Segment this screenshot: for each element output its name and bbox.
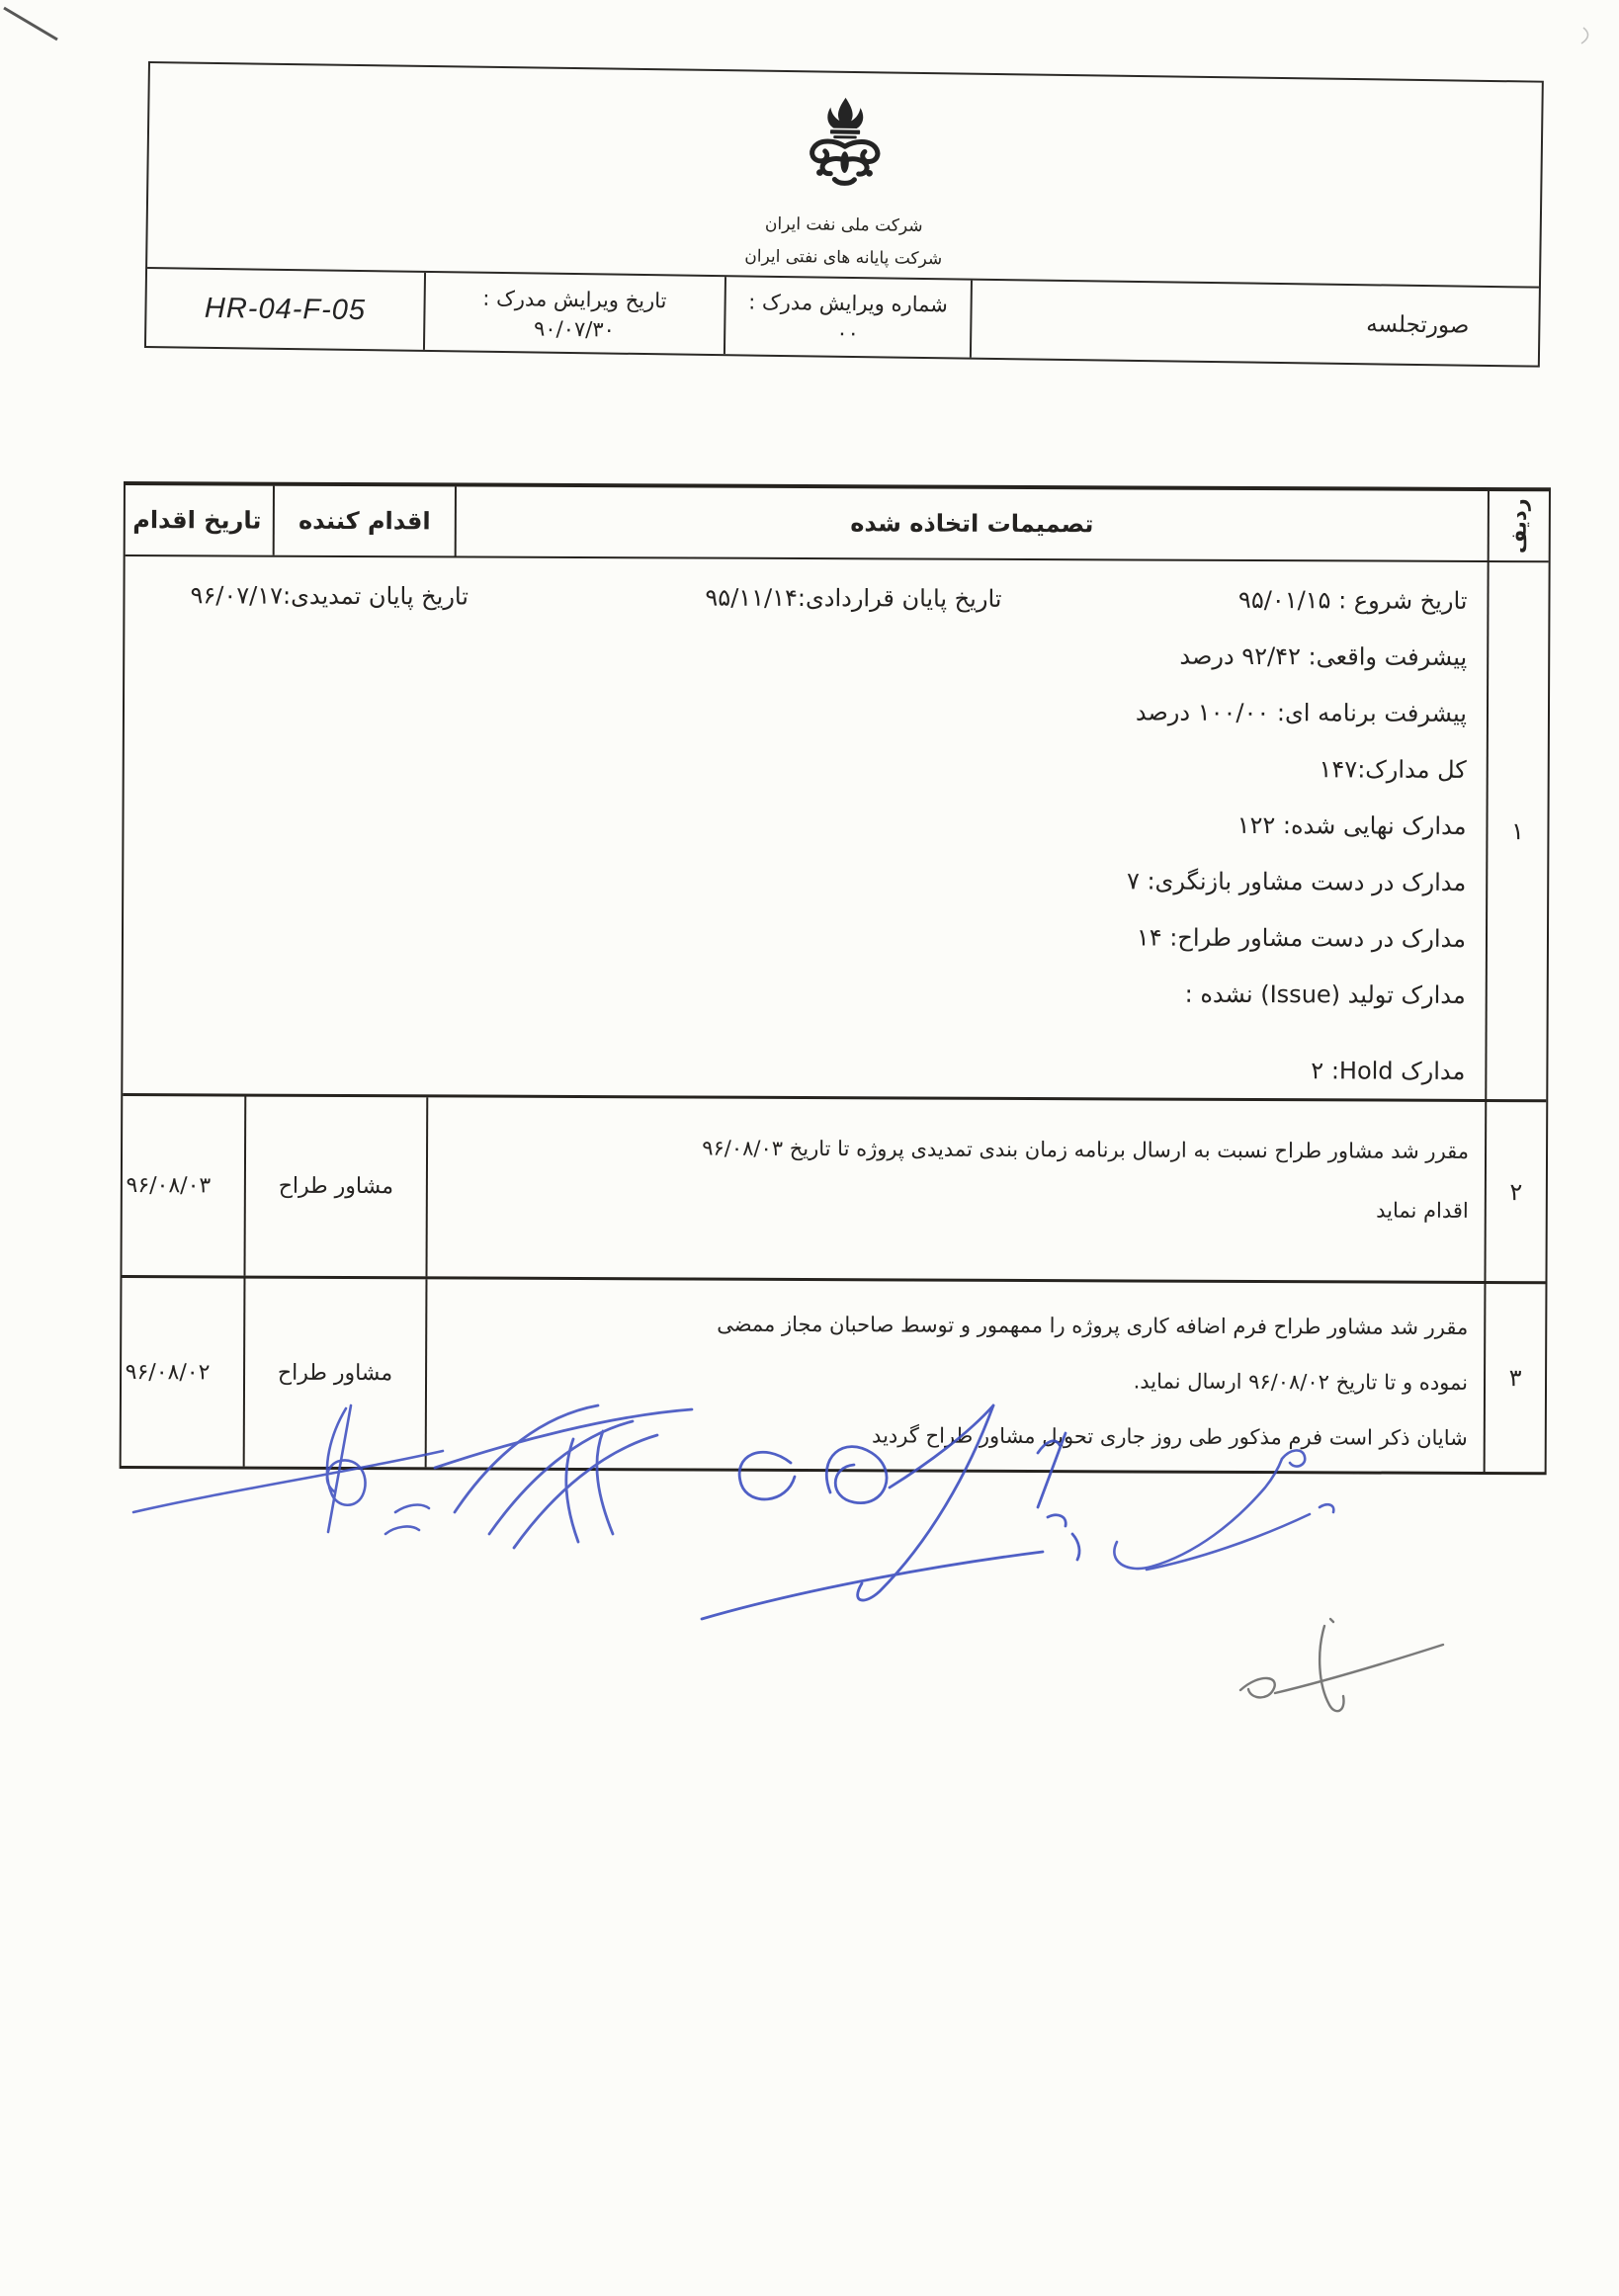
row-2-decisions-cell [425,1097,1485,1281]
header-box [144,61,1544,368]
table-header-row [126,485,1549,560]
row-3-line: مقرر شد مشاور طراح فرم اضافه کاری پروژه را ممهمور و توسط صاحبان مجاز ممضی [717,1312,1469,1339]
row-2-line: مقرر شد مشاور طراح نسبت به ارسال برنامه زمان بندی تمدیدی پروژه تا تاریخ ۹۶/۰۸/۰۳ [702,1136,1470,1163]
row-3-action-date: ۹۶/۰۸/۰۲ [125,1359,211,1385]
row-1-line: مدارک تولید (Issue) نشده : [1184,979,1466,1009]
revision-date-cell [423,273,724,354]
row-1-dates-line [103,566,1467,629]
row-2-actor: مشاور طراح [278,1173,394,1200]
row-1-line: پیشرفت واقعی: ۹۲/۴۲ درصد [1179,641,1468,671]
header-actor: اقدام کننده [273,486,455,556]
table-row-1 [123,554,1548,1099]
row-3-number: ۳ [1508,1364,1522,1393]
project-start-date: تاریخ شروع : ۹۵/۰۱/۱۵ [1237,585,1468,615]
header-row-number [1488,491,1549,560]
row-2-date-cell [92,1096,244,1276]
row-3-actor: مشاور طراح [277,1360,393,1386]
row-1-number: ۱ [1510,816,1524,845]
header-decisions: تصمیمات اتخاذه شده [455,486,1488,560]
row-3-line: نموده و تا تاریخ ۹۶/۰۸/۰۲ ارسال نماید. [1133,1369,1469,1395]
row-3-number-cell [1484,1284,1546,1472]
doc-title: صورتجلسه [1365,311,1470,339]
revision-date-label: تاریخ ویرایش مدرک : [482,286,667,313]
extended-end-date: تاریخ پایان تمدیدی:۹۶/۰۷/۱۷ [190,580,469,611]
table-row-2 [122,1093,1546,1281]
row-1-line: کل مدارک:۱۴۷ [1319,754,1467,784]
form-code: HR-04-F-05 [204,292,367,326]
row-2-number-cell [1484,1102,1546,1281]
signature-5-ink [1240,1619,1443,1711]
row-1-number-cell [1485,562,1548,1099]
row-1-hold-line: مدارک Hold‏: ۲ [1311,1056,1466,1085]
scan-artifact-top-left [4,8,57,40]
row-2-line: اقدام نماید [1376,1198,1469,1223]
row-2-action-date: ۹۶/۰۸/۰۳ [126,1173,212,1199]
scan-artifact-top-right [1581,28,1588,43]
row-1-line: مدارک در دست مشاور بازنگری: ۷ [1126,866,1467,896]
org-name-line1: شرکت ملی نفت ایران [764,213,923,236]
row-2-number: ۲ [1509,1177,1523,1206]
table-row-3 [122,1275,1546,1472]
row-2-actor-cell [243,1097,426,1277]
doc-title-cell [970,281,1539,366]
row-number-header-label: ردیف [1506,498,1531,554]
header-logo-area [147,63,1542,287]
form-code-cell [146,269,424,350]
revision-number-value: ۰۰ [836,320,860,345]
nioc-torch-logo-icon [799,92,892,208]
header-action-date: تاریخ اقدام [132,506,262,535]
org-name-line2: شرکت پایانه های نفتی ایران [744,246,943,270]
row-3-line: شایان ذکر است فرم مذکور طی روز جاری تحویل مشاور طراح گردید [872,1423,1468,1450]
row-3-actor-cell [243,1279,426,1468]
row-1-line: مدارک نهایی شده: ۱۲۲ [1236,810,1467,840]
revision-number-label: شماره ویرایش مدرک : [748,290,948,317]
row-1-line: پیشرفت برنامه ای: ۱۰۰/۰۰ درصد [1135,697,1468,727]
contract-end-date: تاریخ پایان قراردادی:۹۵/۱۱/۱۴ [705,583,1002,613]
row-3-date-cell [92,1278,244,1467]
revision-date-value: ۹۰/۰۷/۳۰ [533,316,616,342]
minutes-table [120,481,1551,1475]
row-1-decisions-cell [87,556,1487,1099]
row-1-line: مدارک در دست مشاور طراح: ۱۴ [1136,922,1467,953]
row-3-decisions-cell [425,1279,1485,1472]
revision-number-cell [723,277,971,357]
